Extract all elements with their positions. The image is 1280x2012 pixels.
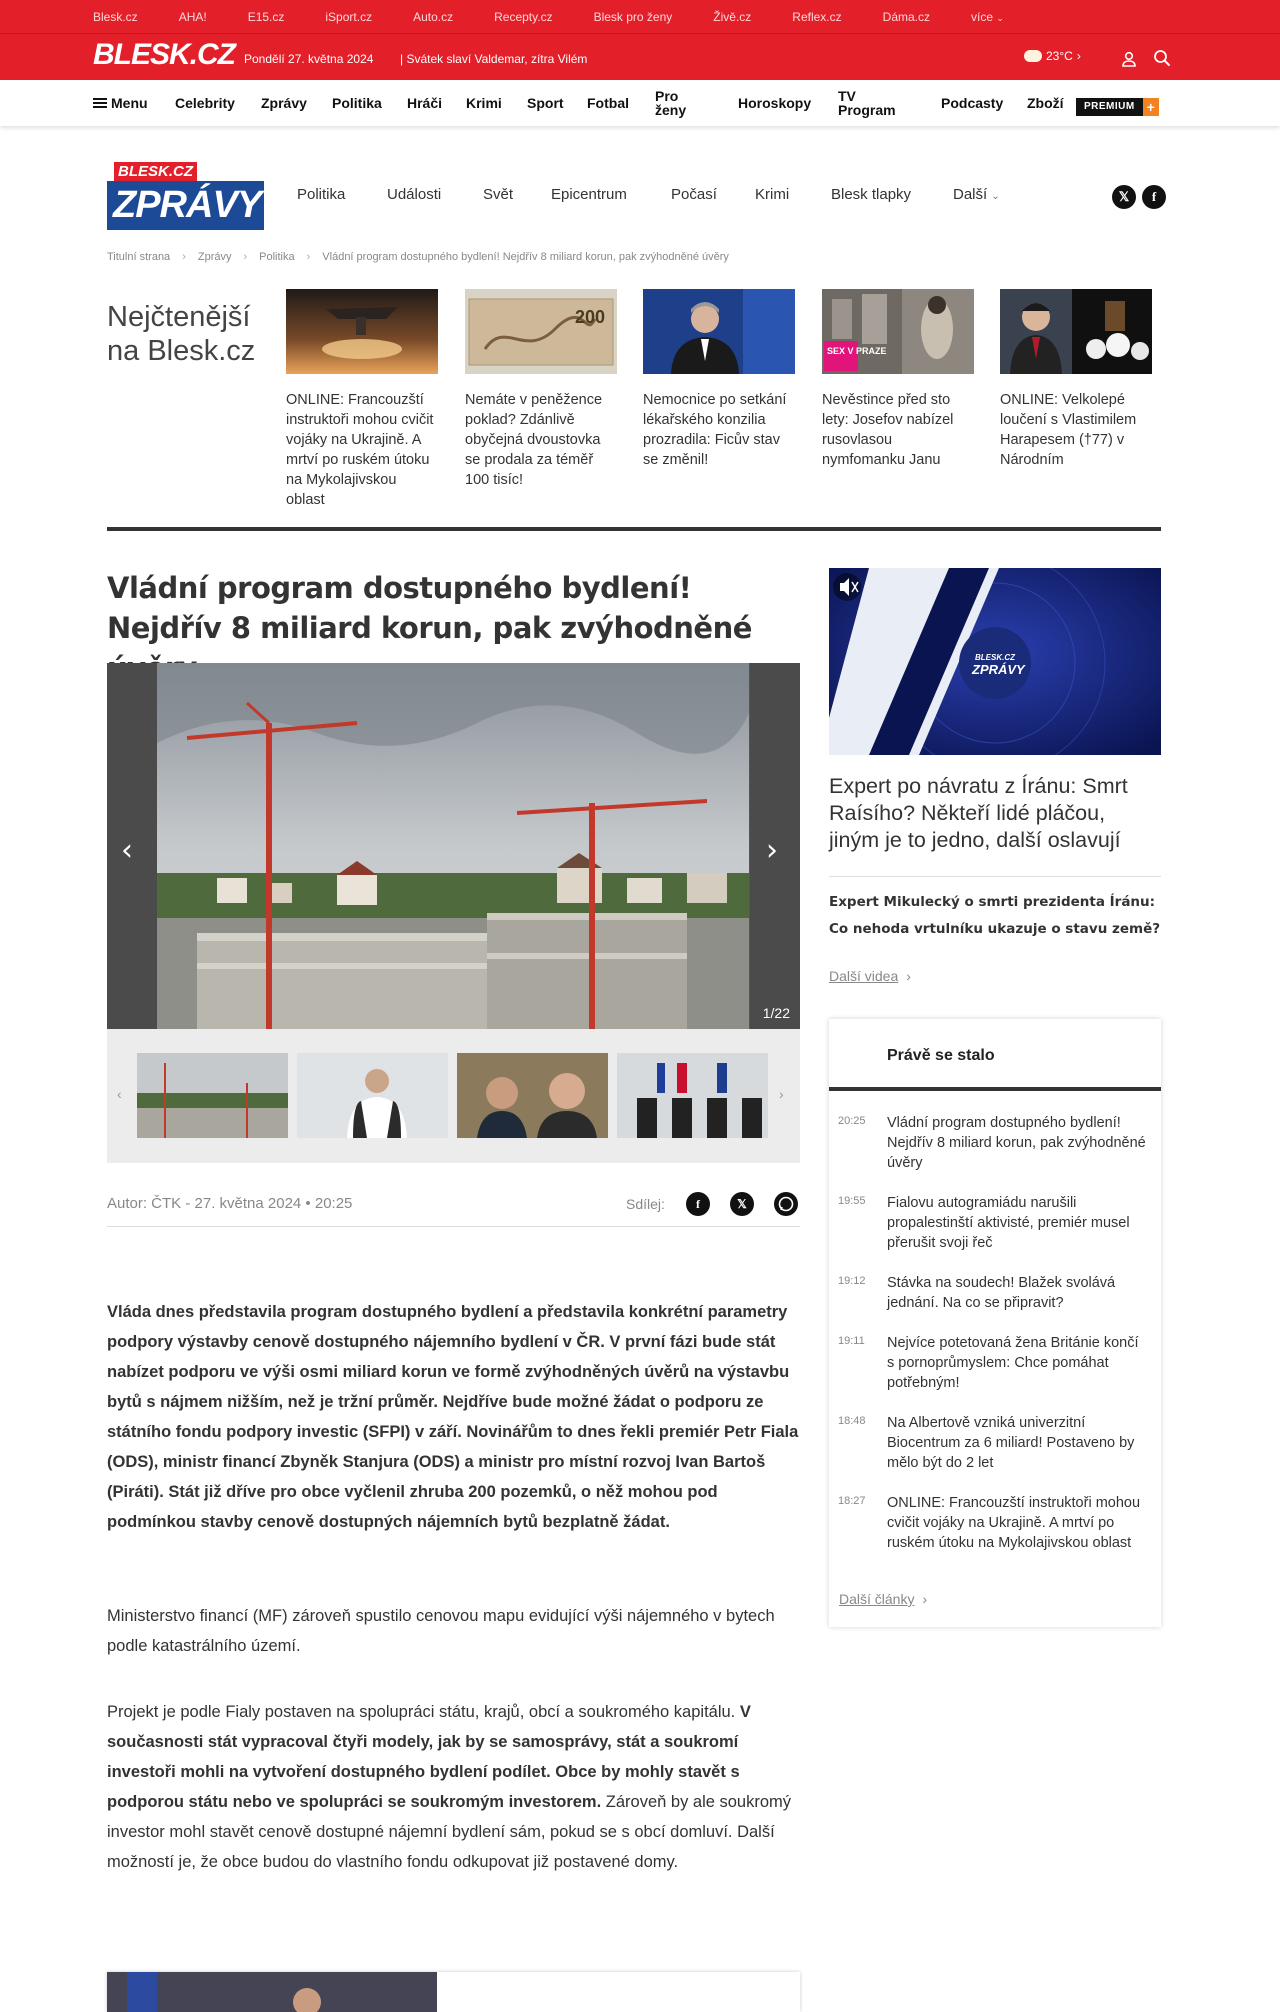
most-read-text: ONLINE: Francouzští instruktoři mohou cvičit vojáky na Ukrajině. A mrtví po ruském útoku na Mykolajivskou oblast — [286, 392, 434, 508]
nav-item-sport[interactable]: Sport — [527, 95, 564, 111]
banknote-value: 200 — [575, 307, 606, 327]
nav-item-politika[interactable]: Politika — [332, 95, 382, 111]
article-paragraph-text: Zároveň by ale soukromý investor mohl stavět cenově dostupné nájemní bydlení sám, pokud se s obcí domluví. Další možností je, že obce budou do vlastního fondu odkupovat již postavené domy. — [107, 1793, 792, 1871]
divider — [829, 876, 1161, 877]
most-read-card[interactable] — [1000, 289, 1152, 470]
portal-link-dama[interactable]: Dáma.cz — [882, 10, 930, 24]
most-read-card[interactable] — [465, 289, 617, 490]
chevron-right-icon: › — [1076, 49, 1081, 63]
menu-button[interactable] — [93, 80, 148, 126]
most-read-text: Nemocnice po setkání lékařského konzilia prozradila: Ficův stav se změnil! — [643, 392, 787, 468]
section-nav-epicentrum[interactable]: Epicentrum — [551, 186, 627, 203]
blesk-logo[interactable]: BLESK.CZ — [93, 38, 235, 71]
news-text: Vládní program dostupného bydlení! Nejdřív 8 miliard korun, pak zvýhodněné úvěry — [887, 1115, 1146, 1171]
article-paragraph-text: Projekt je podle Fialy postaven na spolupráci státu, krajů, obcí a soukromého kapitálu. — [107, 1703, 736, 1721]
nav-item-podcasty[interactable]: Podcasty — [941, 95, 1004, 111]
nav-item-zpravy[interactable]: Zprávy — [261, 95, 307, 111]
more-videos-label: Další videa — [829, 968, 899, 984]
chevron-down-icon: ⌄ — [991, 191, 1000, 202]
most-read-image — [643, 289, 795, 374]
gallery-prev-button[interactable] — [107, 663, 157, 1029]
more-articles-link[interactable] — [839, 1591, 927, 1607]
most-read-card[interactable] — [643, 289, 795, 470]
section-nav-udalosti[interactable]: Události — [387, 186, 442, 203]
share-whatsapp-icon[interactable] — [774, 1192, 798, 1216]
search-icon[interactable] — [1153, 49, 1171, 67]
portal-link-more[interactable] — [971, 10, 1004, 24]
section-nav-dalsi-label: Další — [953, 186, 988, 203]
news-time: 18:27 — [838, 1495, 866, 1507]
mute-icon[interactable] — [833, 573, 861, 601]
chevron-right-icon: › — [182, 251, 186, 263]
gallery-thumbnails — [107, 1029, 800, 1163]
most-read-text: ONLINE: Velkolepé loučení s Vlastimilem Harapesem (†77) v Národním — [1000, 392, 1137, 468]
article-meta: Autor: ČTK - 27. května 2024 • 20:25 — [107, 1195, 353, 1212]
portal-link-blesk-pro-zeny[interactable]: Blesk pro ženy — [593, 10, 673, 24]
gallery-thumbnail[interactable] — [617, 1053, 768, 1138]
breadcrumb-home[interactable]: Titulní strana — [107, 251, 171, 263]
news-text: Stávka na soudech! Blažek svolává jednání. Na co se připravit? — [887, 1275, 1116, 1311]
article-paragraph: Ministerstvo financí (MF) zároveň spustilo cenovou mapu evidující výši nájemného v bytech podle katastrálního území. — [107, 1607, 775, 1655]
nav-item-krimi[interactable]: Krimi — [466, 95, 502, 111]
share-label: Sdílej: — [626, 1196, 665, 1212]
portal-link-isport[interactable]: iSport.cz — [325, 10, 373, 24]
chevron-right-icon: › — [243, 251, 248, 263]
most-read-text: Nevěstince před sto lety: Josefov nabízel rusovlasou nymfomanku Janu — [822, 392, 954, 468]
premium-button[interactable] — [1076, 98, 1159, 116]
article-paragraph-bold: V současnosti stát vypracoval čtyři modely, jak by se samosprávy, stát a soukromí investoři mohli na vytvoření dostupného bydlení podílet. Obce by mohly stavět s podporou státu nebo ve spolupráci se soukromým investorem. — [107, 1703, 751, 1811]
most-read-image — [465, 289, 617, 374]
chevron-right-icon: › — [906, 968, 911, 984]
gallery-main-image — [157, 663, 749, 1029]
section-nav-politika[interactable]: Politika — [297, 186, 346, 203]
just-happened-box — [829, 1019, 1161, 1627]
section-nav-blesk-tlapky[interactable]: Blesk tlapky — [831, 186, 912, 203]
nav-item-hraci[interactable]: Hráči — [407, 95, 443, 111]
nameday-text: | Svátek slaví Valdemar, zítra Vilém — [400, 52, 588, 66]
portal-link-auto[interactable]: Auto.cz — [413, 10, 454, 24]
zpravy-logo[interactable] — [107, 161, 264, 230]
temperature: 23°C — [1046, 49, 1073, 63]
section-divider — [107, 527, 1161, 531]
news-time: 20:25 — [838, 1115, 866, 1127]
most-read-title: Nejčtenější na Blesk.cz — [107, 301, 256, 367]
most-read-card[interactable] — [286, 289, 438, 510]
news-text: Fialovu autogramiádu narušili propalestinští aktivisté, premiér musel přerušit svoji řeč — [887, 1195, 1130, 1251]
top-bar — [0, 0, 1280, 80]
portal-link-e15[interactable]: E15.cz — [247, 10, 285, 24]
zpravy-logo-big: ZPRÁVY — [107, 181, 264, 230]
chevron-down-icon: ⌄ — [996, 13, 1004, 23]
portal-link-zive[interactable]: Živě.cz — [713, 10, 752, 24]
section-nav-pocasi[interactable]: Počasí — [671, 186, 717, 203]
just-happened-title: Právě se stalo — [887, 1047, 995, 1064]
chevron-left-icon: ‹ — [121, 833, 133, 868]
nav-item-horoskopy[interactable]: Horoskopy — [738, 95, 812, 111]
video-subtitle[interactable]: Expert Mikulecký o smrti prezidenta Íránu: Co nehoda vrtulníku ukazuje o stavu země? — [829, 894, 1161, 937]
chevron-right-icon[interactable]: › — [779, 1086, 784, 1102]
news-text: Na Albertově vzniká univerzitní Biocentrum za 6 miliard! Postaveno by mělo být do 2 let — [887, 1415, 1135, 1471]
portal-links — [93, 10, 1045, 24]
chevron-right-icon: › — [766, 833, 778, 868]
share-facebook-icon[interactable]: f — [686, 1192, 710, 1216]
facebook-icon[interactable]: f — [1142, 185, 1166, 209]
related-article-image — [107, 1972, 437, 2012]
gallery-next-button[interactable] — [750, 663, 800, 1029]
news-text: ONLINE: Francouzští instruktoři mohou cvičit vojáky na Ukrajině. A mrtví po ruském útoku na Mykolajivskou oblast — [887, 1495, 1141, 1551]
most-read-image — [822, 289, 974, 374]
breadcrumb-politika[interactable]: Politika — [259, 251, 295, 263]
most-read-image — [286, 289, 438, 374]
video-title[interactable]: Expert po návratu z Íránu: Smrt Raísího? Někteří lidé pláčou, jiným je to jedno, další oslavují — [829, 774, 1128, 852]
nav-item-pro-zeny[interactable]: Pro ženy — [655, 88, 687, 118]
section-nav-krimi[interactable]: Krimi — [755, 186, 790, 203]
news-time: 18:48 — [838, 1415, 866, 1427]
portal-link-blesk[interactable]: Blesk.cz — [93, 10, 138, 24]
menu-label: Menu — [111, 95, 148, 111]
premium-plus-icon: + — [1143, 98, 1159, 116]
user-icon[interactable] — [1121, 51, 1137, 67]
portal-link-reflex[interactable]: Reflex.cz — [792, 10, 842, 24]
most-read-image — [1000, 289, 1152, 374]
whatsapp-icon — [774, 1192, 798, 1216]
portal-link-recepty[interactable]: Recepty.cz — [494, 10, 553, 24]
news-time: 19:11 — [838, 1335, 865, 1347]
news-time: 19:55 — [838, 1195, 866, 1207]
nav-item-fotbal[interactable]: Fotbal — [587, 95, 629, 111]
current-date: Pondělí 27. května 2024 — [244, 52, 374, 66]
divider — [0, 33, 1280, 34]
premium-label: PREMIUM — [1076, 98, 1143, 116]
article-paragraph — [107, 1697, 800, 1877]
nav-item-zbozi[interactable]: Zboží — [1027, 95, 1064, 111]
hamburger-icon — [93, 98, 107, 108]
chevron-right-icon: › — [306, 251, 311, 263]
section-nav-dalsi[interactable] — [953, 186, 1000, 208]
sex-v-praze-label: SEX V PRAZE — [827, 346, 887, 356]
news-time: 19:12 — [838, 1275, 866, 1287]
most-read-card[interactable] — [822, 289, 974, 470]
article-title: Vládní program dostupného bydlení! Nejdřív 8 miliard korun, pak zvýhodněné — [107, 571, 752, 645]
more-videos-link[interactable] — [829, 968, 911, 984]
nameday-label: Svátek slaví Valdemar, zítra Vilém — [406, 52, 588, 66]
article-lead: Vláda dnes představila program dostupného bydlení a představila konkrétní parametry podpory výstavby cenově dostupného nájemního bydlení v ČR. V první fázi bude stát nabízet podporu ve výši osmi miliard korun ve formě zvýhodněných úvěrů na výstavbu bytů s nájmem nižším, než je tržní průměr. Nejdříve bude možné žádat o podporu ze státního fondu podpory investic (SFPI) v září. Novinářům to dnes řekli premiér Petr Fiala (ODS), ministr financí Zbyněk Stanjura (ODS) a ministr pro místní rozvoj Ivan Bartoš (Piráti). Stát již dříve pro obce vyčlenil zhruba 200 pozemků, o něž mohou pod podmínkou stavby cenově dostupných nájemních bytů bezplatně žádat. — [107, 1303, 799, 1531]
most-read-text: Nemáte v peněžence poklad? Zdánlivě obyčejná dvoustovka se prodala za téměř 100 tisíc! — [465, 392, 603, 488]
breadcrumb-current: Vládní program dostupného bydlení! Nejdřív 8 miliard korun, pak zvýhodněné úvěry — [322, 251, 729, 263]
video-logo-big: ZPRÁVY — [972, 662, 1025, 677]
chevron-left-icon[interactable]: ‹ — [117, 1086, 122, 1102]
portal-more-label: více — [971, 10, 994, 24]
gallery-thumbnail[interactable] — [137, 1053, 288, 1138]
video-logo-small: BLESK.CZ — [975, 653, 1015, 662]
share-x-icon[interactable]: 𝕏 — [730, 1192, 754, 1216]
breadcrumb — [107, 251, 729, 263]
meta-divider — [107, 1226, 800, 1227]
photo-gallery[interactable] — [107, 663, 800, 1029]
related-article-card[interactable] — [107, 1972, 800, 2012]
chevron-right-icon: › — [922, 1591, 928, 1607]
news-text: Nejvíce potetovaná žena Británie končí s pornoprůmyslem: Chce pomáhat potřebným! — [887, 1335, 1139, 1391]
just-happened-bar — [829, 1087, 1161, 1091]
video-player[interactable] — [829, 568, 1161, 755]
breadcrumb-zpravy[interactable]: Zprávy — [197, 251, 232, 263]
section-nav-svet[interactable]: Svět — [483, 186, 514, 203]
nav-item-tv-program[interactable]: TV Program — [838, 88, 896, 118]
more-articles-label: Další články — [839, 1591, 915, 1607]
gallery-thumbnail[interactable] — [297, 1053, 448, 1138]
video-thumbnail — [829, 568, 1161, 755]
nav-item-celebrity[interactable]: Celebrity — [175, 95, 235, 111]
gallery-thumbnail[interactable] — [457, 1053, 608, 1138]
x-icon[interactable]: 𝕏 — [1112, 185, 1136, 209]
weather-icon — [1024, 50, 1042, 62]
portal-link-aha[interactable]: AHA! — [178, 10, 207, 24]
zpravy-logo-small: BLESK.CZ — [113, 161, 198, 182]
gallery-counter: 1/22 — [762, 1005, 790, 1021]
weather-widget[interactable] — [1024, 49, 1081, 63]
